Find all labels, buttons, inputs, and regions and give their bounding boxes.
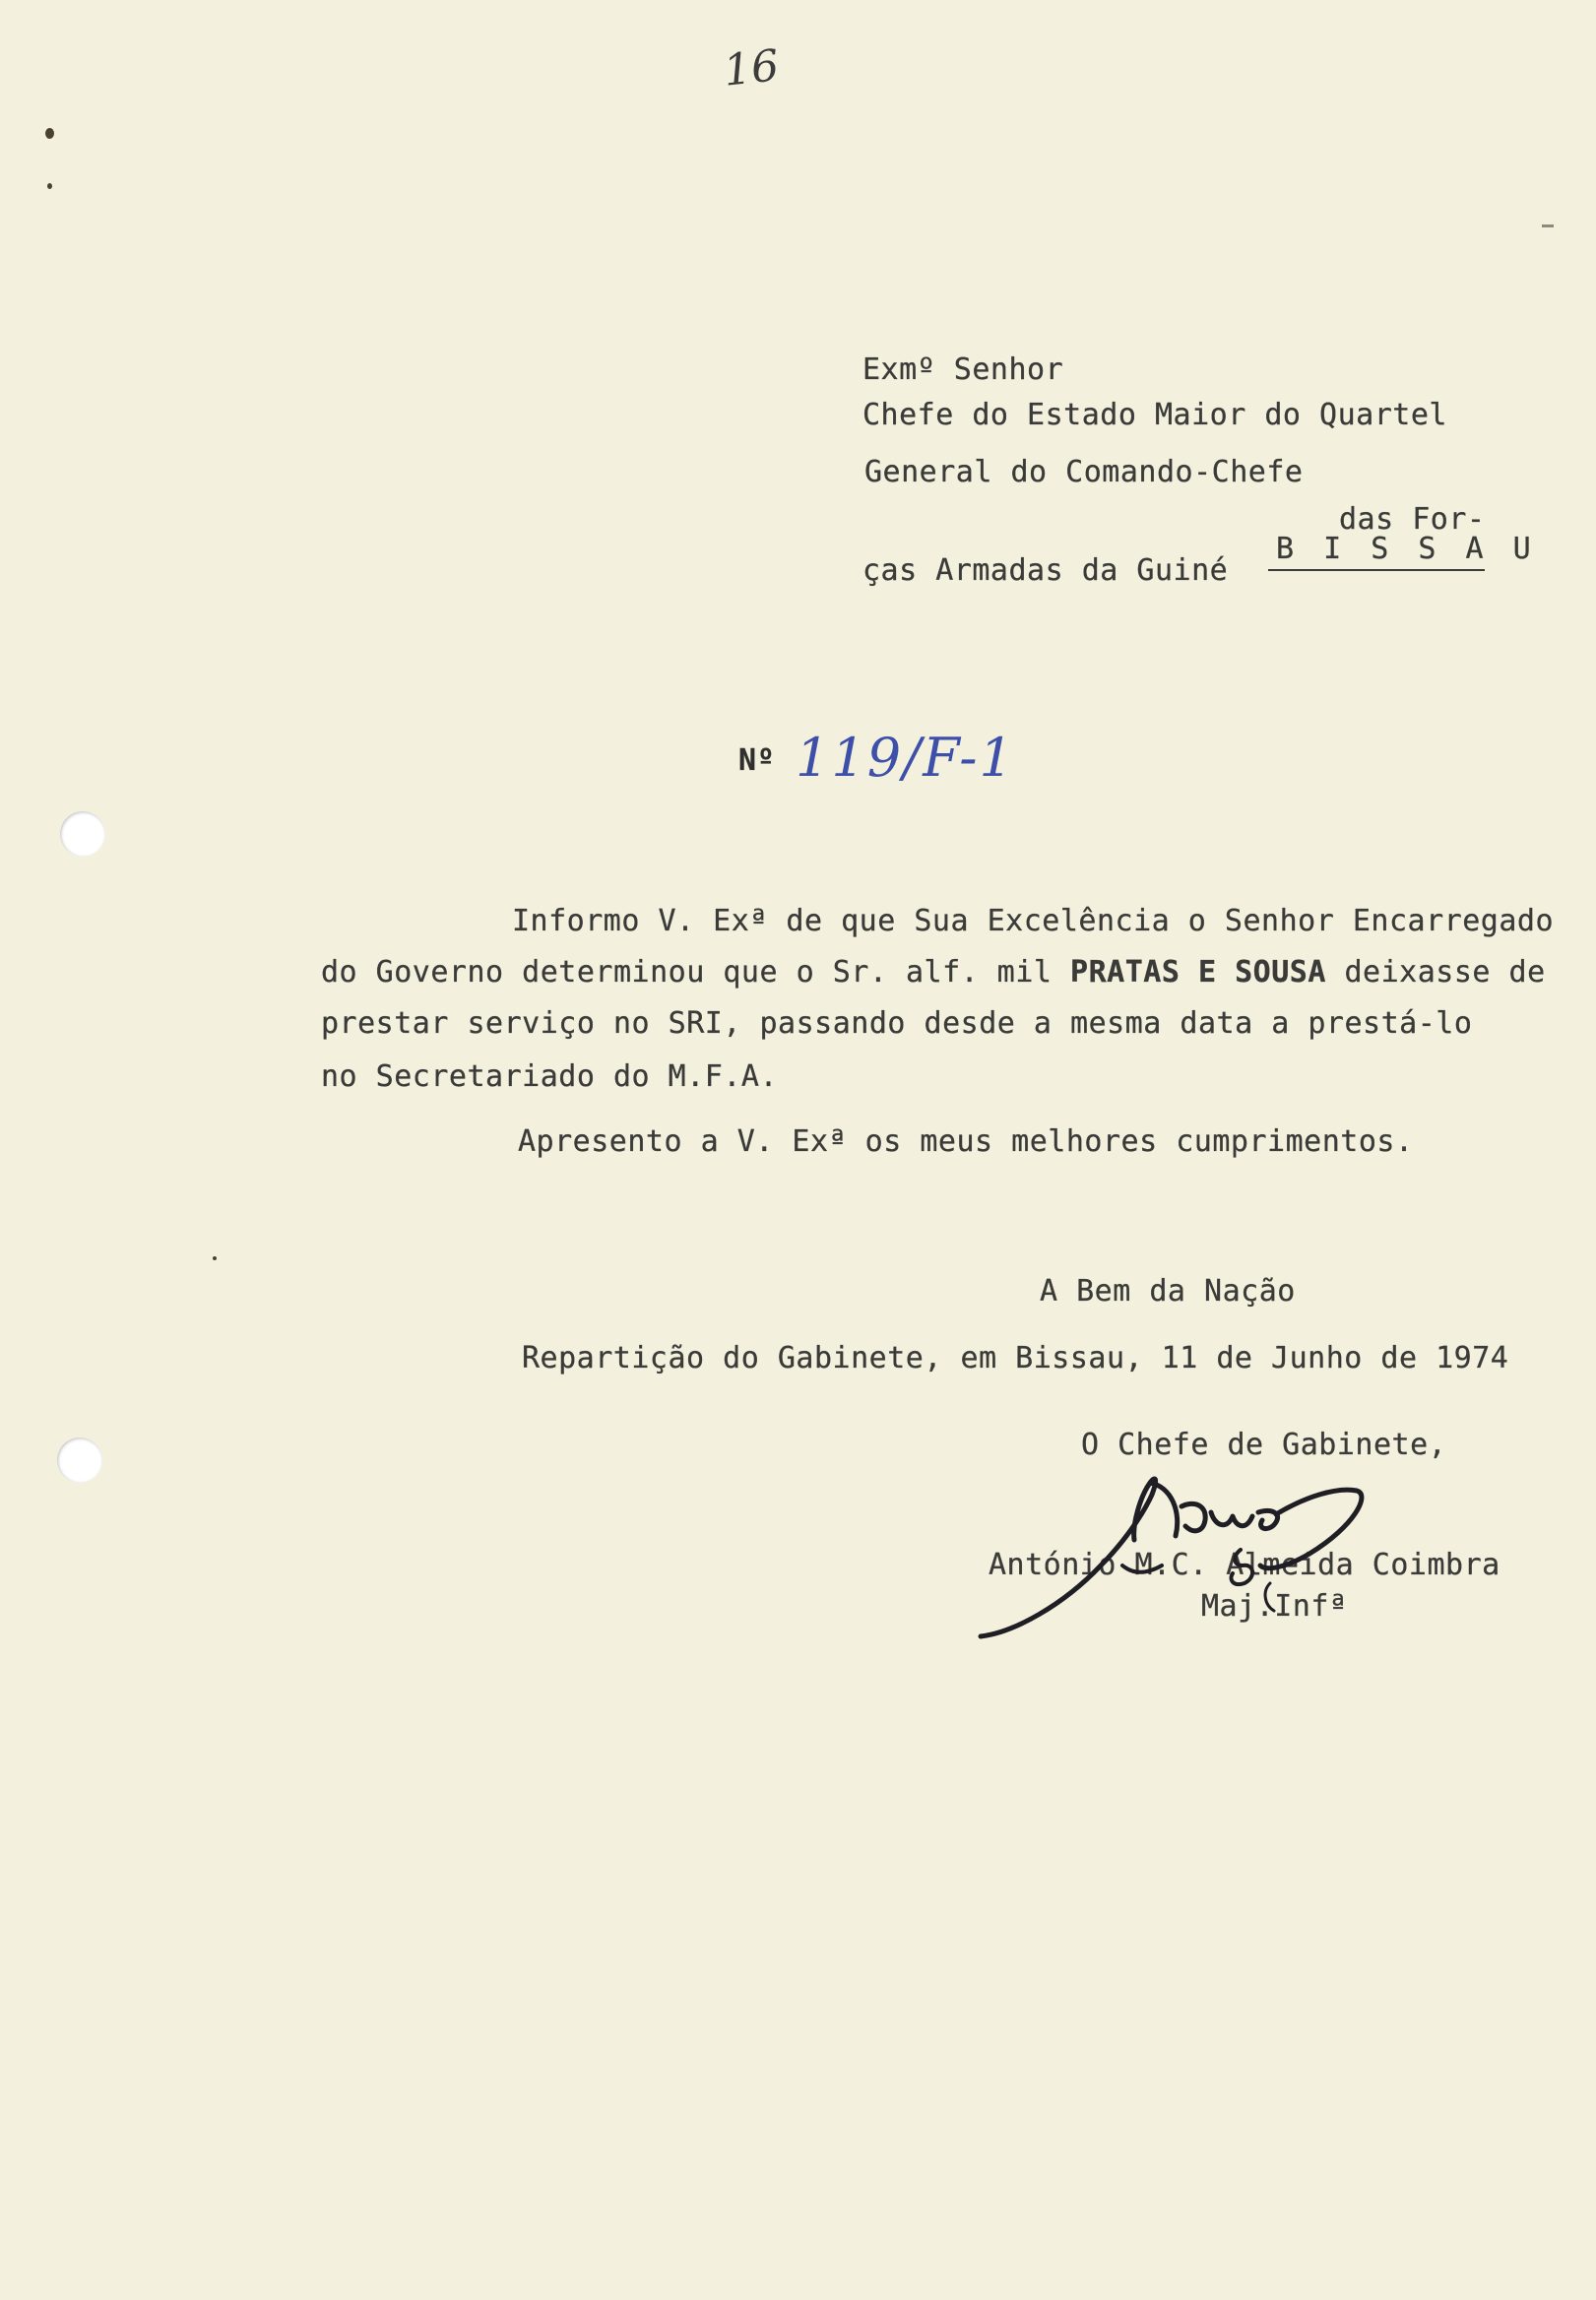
city-underline	[1268, 569, 1485, 571]
place-date-line: Repartição do Gabinete, em Bissau, 11 de Junho de 1974	[522, 1341, 1509, 1375]
signatory-rank: Maj.Infª	[1201, 1589, 1348, 1624]
paper-speck	[45, 128, 54, 139]
officer-name: PRATAS E SOUSA	[1070, 955, 1326, 990]
address-line-4: ças Armadas da Guiné	[862, 553, 1229, 588]
reference-prefix: Nº	[738, 743, 776, 778]
body-courtesy-line: Apresento a V. Exª os meus melhores cumprimentos.	[518, 1124, 1414, 1159]
address-line-2: Chefe do Estado Maior do Quartel	[862, 398, 1447, 432]
body-line-3: prestar serviço no SRI, passando desde a mesma data a prestá-lo	[321, 1006, 1473, 1041]
paper-speck	[47, 183, 52, 189]
body-line-4: no Secretariado do M.F.A.	[321, 1059, 779, 1094]
signatory-role: O Chefe de Gabinete,	[1081, 1428, 1447, 1462]
paper-speck	[213, 1256, 217, 1260]
body-line-2-end: deixasse de	[1325, 955, 1546, 990]
handwritten-page-number: 16	[721, 40, 782, 96]
address-salutation: Exmº Senhor	[862, 352, 1064, 387]
closing-salutation: A Bem da Nação	[1040, 1274, 1296, 1309]
punch-hole-bottom	[57, 1438, 102, 1483]
handwritten-reference-number: 119/F-1	[796, 727, 1015, 789]
signatory-name: António M.C. Almeida Coimbra	[989, 1548, 1500, 1582]
address-city: B I S S A U	[1276, 532, 1537, 566]
handwritten-signature	[975, 1418, 1388, 1644]
body-line-2-start: do Governo determinou que o Sr. alf. mil	[321, 955, 1071, 990]
paper-dash-mark	[1542, 224, 1554, 227]
body-line-1: Informo V. Exª de que Sua Excelência o Senhor Encarregado	[512, 904, 1555, 938]
punch-hole-top	[60, 811, 105, 857]
address-inserted-text: das For-	[1339, 502, 1486, 537]
body-line-2	[321, 955, 1546, 990]
address-line-3: General do Comando-Chefe	[864, 455, 1304, 489]
